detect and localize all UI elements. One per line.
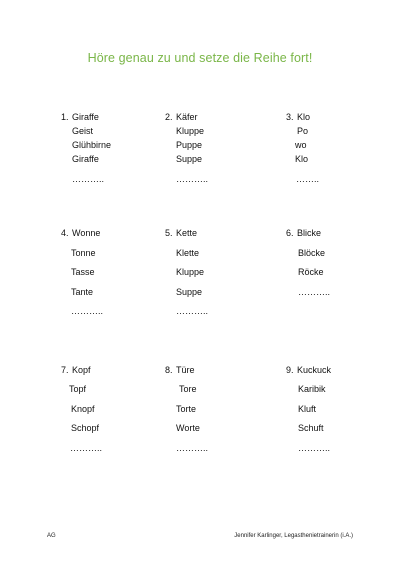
- word-head: Käfer: [176, 112, 198, 122]
- word-head: Wonne: [72, 228, 101, 238]
- answer-blank: ………..: [72, 174, 105, 184]
- footer-initials: AG: [47, 533, 56, 539]
- word: Glühbirne: [72, 140, 112, 150]
- word-head: Klo: [297, 112, 311, 122]
- exercise-number: 3.: [286, 112, 294, 122]
- word: Giraffe: [72, 154, 99, 164]
- word-head: Kette: [176, 228, 198, 238]
- exercise-number: 9.: [286, 365, 294, 375]
- word: Röcke: [298, 267, 324, 277]
- word: Torte: [176, 404, 197, 414]
- footer-author: Jennifer Karlinger, Legasthenietrainerin (i.A.): [234, 533, 353, 539]
- answer-blank: ………..: [70, 443, 103, 453]
- word: Tonne: [71, 248, 96, 258]
- exercise-number: 5.: [165, 228, 173, 238]
- word: Kluppe: [176, 267, 205, 277]
- word-head: Giraffe: [72, 112, 99, 122]
- word: Worte: [176, 423, 200, 433]
- answer-blank: ………..: [176, 306, 209, 316]
- answer-blank: ……..: [296, 174, 320, 184]
- word: Schopf: [71, 423, 100, 433]
- word: Karibik: [298, 384, 326, 394]
- word: Schuft: [298, 423, 324, 433]
- word: Knopf: [71, 404, 95, 414]
- word: Suppe: [176, 154, 203, 164]
- word: Kluppe: [176, 126, 205, 136]
- answer-blank: ………..: [298, 287, 331, 297]
- word: Tasse: [71, 267, 95, 277]
- word: Geist: [72, 126, 94, 136]
- word-head: Blicke: [297, 228, 322, 238]
- answer-blank: ………..: [176, 443, 209, 453]
- word: Po: [297, 126, 309, 136]
- exercise-number: 4.: [61, 228, 69, 238]
- word: Suppe: [176, 287, 203, 297]
- word: Blöcke: [298, 248, 326, 258]
- word: Tore: [179, 384, 197, 394]
- answer-blank: ………..: [298, 443, 331, 453]
- word: Tante: [71, 287, 94, 297]
- word-head: Kopf: [72, 365, 91, 375]
- word-head: Türe: [176, 365, 195, 375]
- word: wo: [295, 140, 307, 150]
- word-head: Kuckuck: [297, 365, 332, 375]
- answer-blank: ………..: [176, 174, 209, 184]
- exercise-number: 1.: [61, 112, 69, 122]
- word: Puppe: [176, 140, 203, 150]
- word: Topf: [69, 384, 87, 394]
- answer-blank: ………..: [71, 306, 104, 316]
- exercise-number: 2.: [165, 112, 173, 122]
- word: Klo: [295, 154, 309, 164]
- word: Kluft: [298, 404, 317, 414]
- page-title: Höre genau zu und setze die Reihe fort!: [87, 51, 313, 65]
- exercise-number: 7.: [61, 365, 69, 375]
- word: Klette: [176, 248, 200, 258]
- exercise-number: 8.: [165, 365, 173, 375]
- exercise-number: 6.: [286, 228, 294, 238]
